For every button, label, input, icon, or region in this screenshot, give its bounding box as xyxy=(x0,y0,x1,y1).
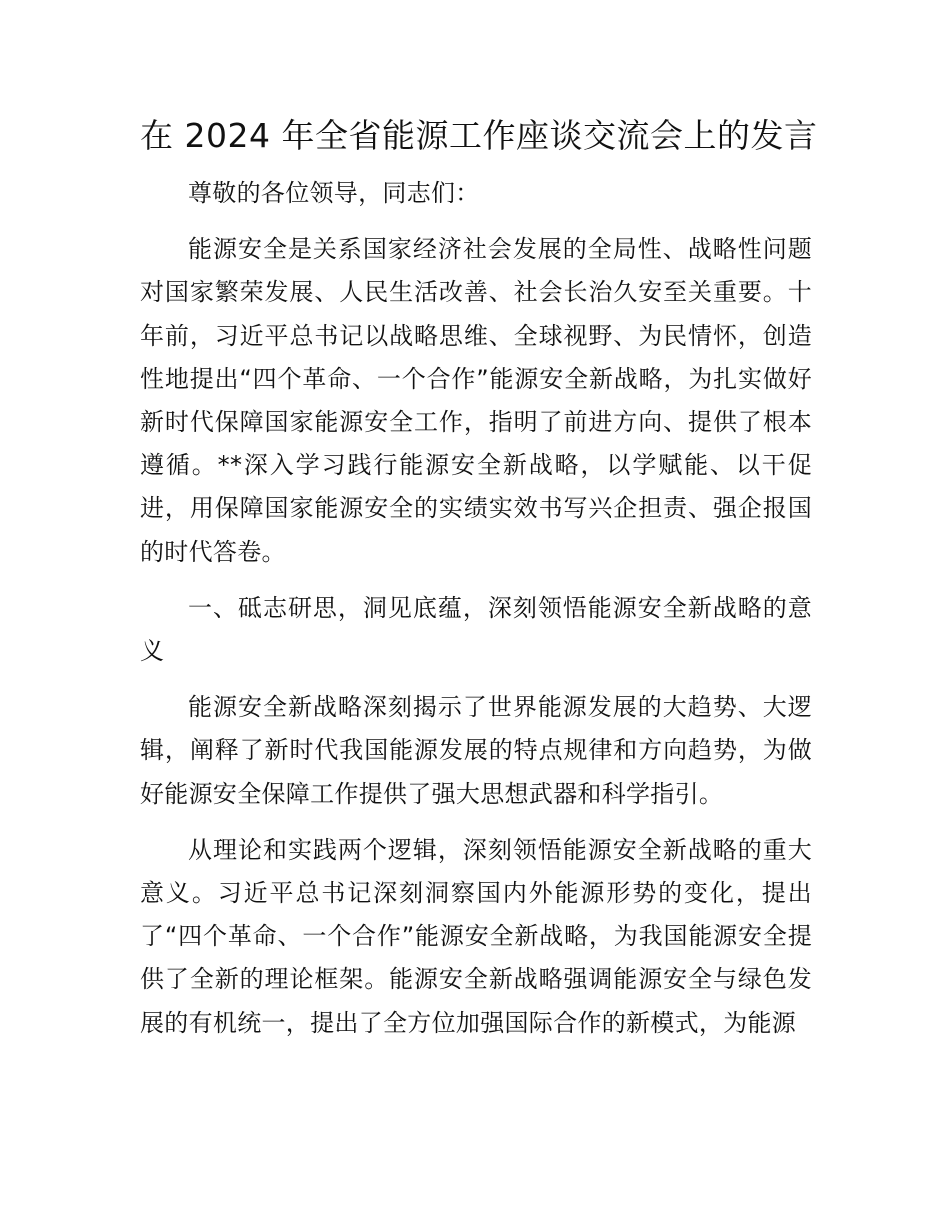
paragraph-theory-practice: 从理论和实践两个逻辑，深刻领悟能源安全新战略的重大意义。习近平总书记深刻洞察国内外能源形势的变化，提出了“四个革命、一个合作”能源安全新战略，为我国能源安全提供了全新的理论框架。能源安全新战略强调能源安全与绿色发展的有机统一，提出了全方位加强国际合作的新模式，为能源 xyxy=(140,835,812,1037)
section-heading-1: 一、砥志研思，洞见底蕴，深刻领悟能源安全新战略的意义 xyxy=(140,593,812,666)
paragraph-strategy-meaning: 能源安全新战略深刻揭示了世界能源发展的大趋势、大逻辑，阐释了新时代我国能源发展的特点规律和方向趋势，为做好能源安全保障工作提供了强大思想武器和科学指引。 xyxy=(140,693,812,808)
document-page xyxy=(140,100,818,1046)
paragraph-intro: 能源安全是关系国家经济社会发展的全局性、战略性问题对国家繁荣发展、人民生活改善、社会长治久安至关重要。十年前，习近平总书记以战略思维、全球视野、为民情怀，创造性地提出“四个革命、一个合作”能源安全新战略，为扎实做好新时代保障国家能源安全工作，指明了前进方向、提供了根本遵循。**深入学习践行能源安全新战略，以学赋能、以干促进，用保障国家能源安全的实绩实效书写兴企担责、强企报国的时代答卷。 xyxy=(140,235,812,566)
salutation: 尊敬的各位领导，同志们： xyxy=(188,179,480,207)
document-title: 在 2024 年全省能源工作座谈交流会上的发言 xyxy=(140,116,818,155)
